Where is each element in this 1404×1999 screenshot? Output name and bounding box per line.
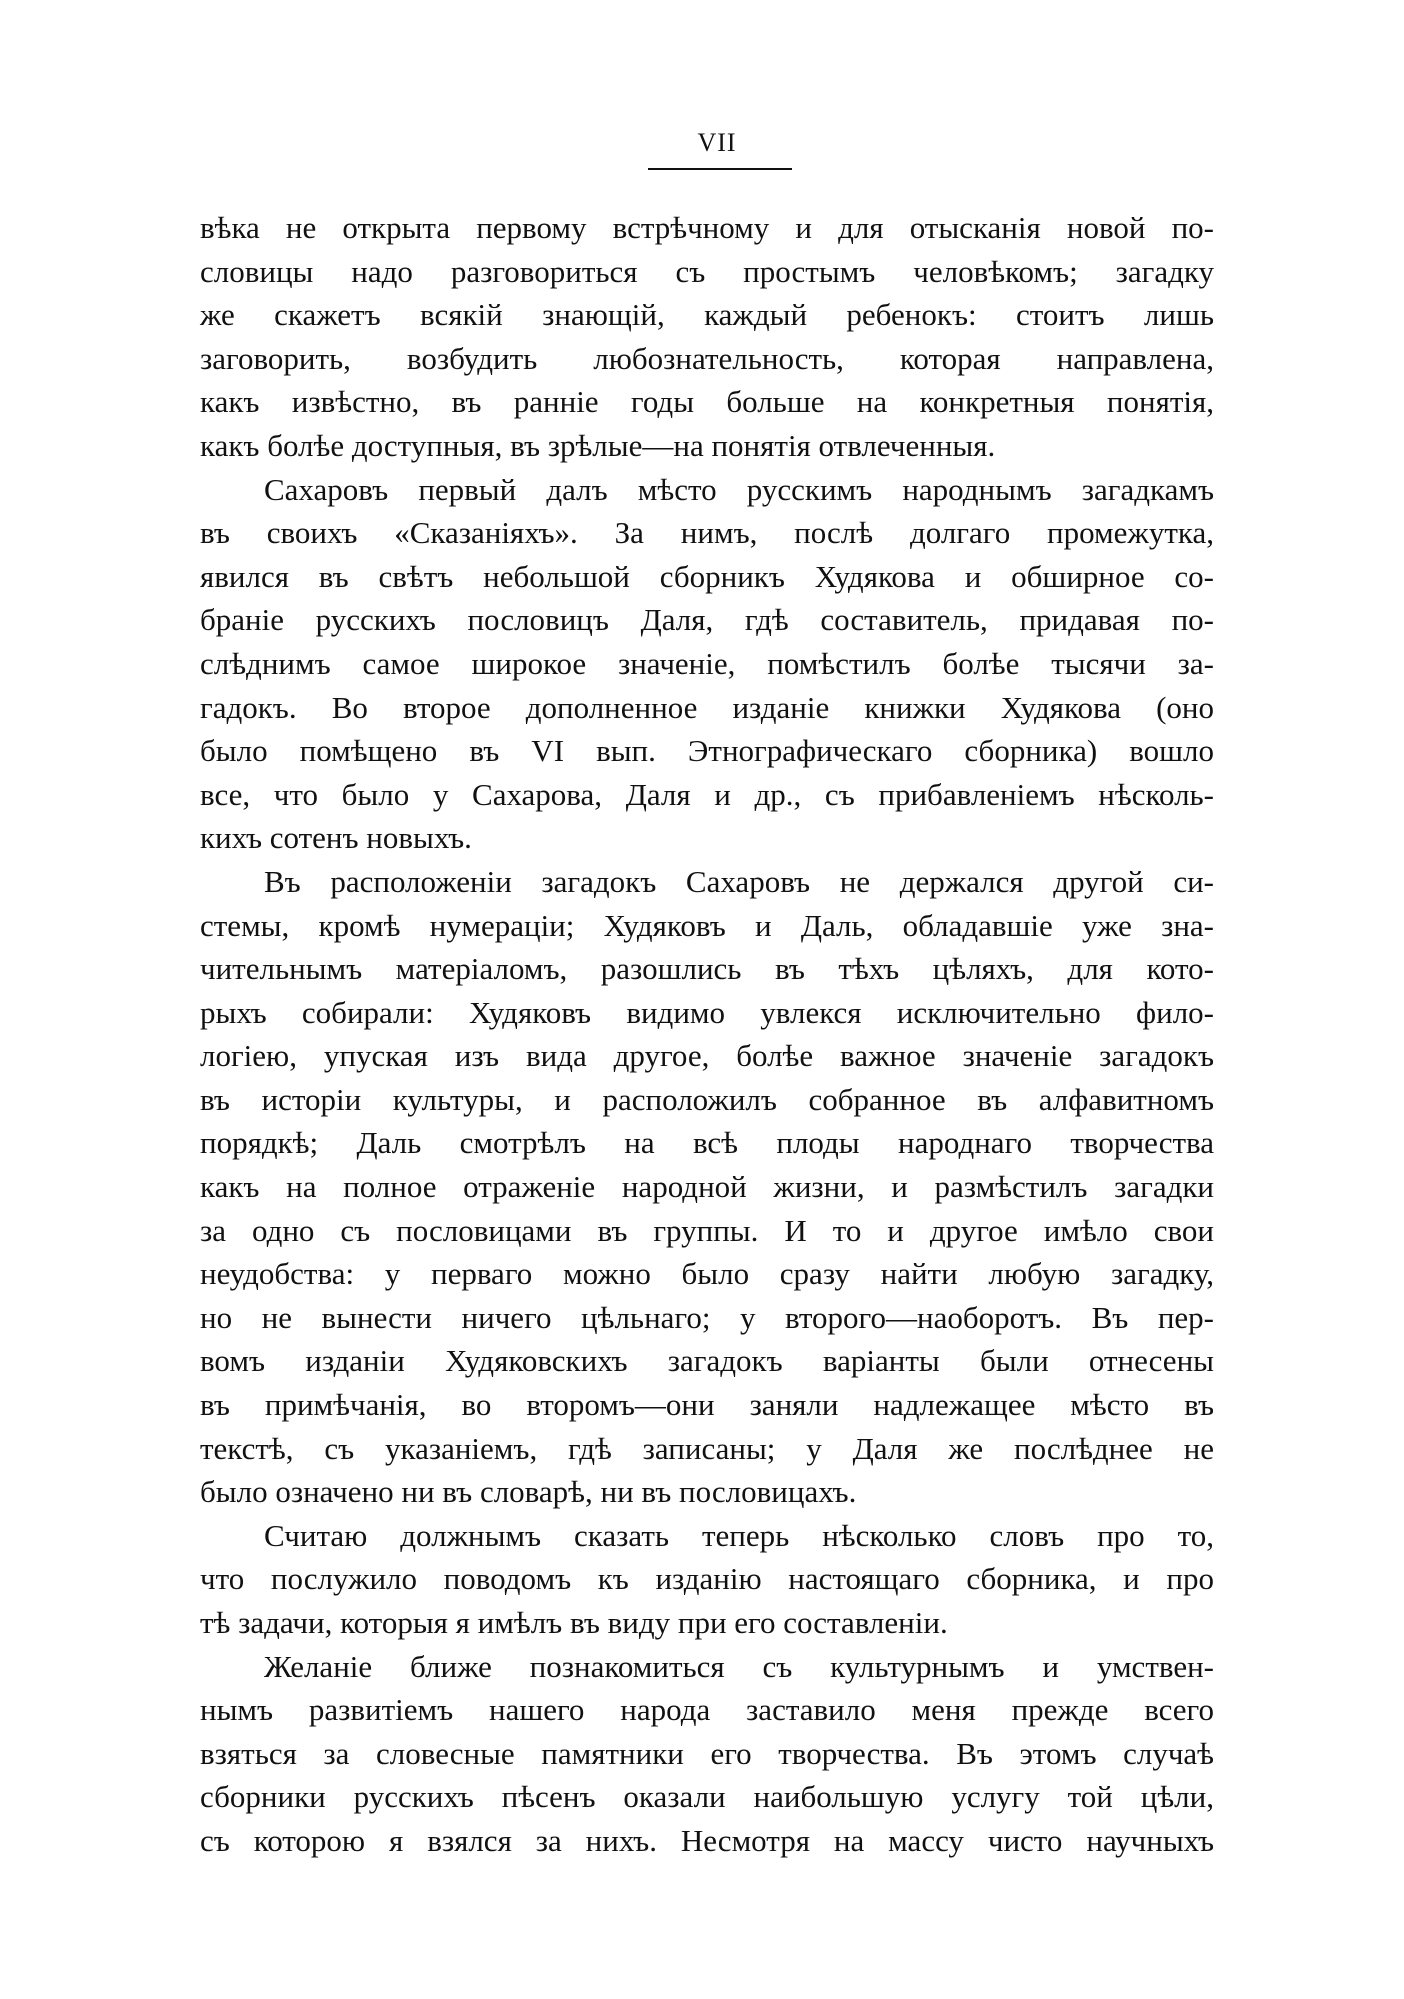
text-line: Въ расположеніи загадокъ Сахаровъ не держался другой си- [264,863,1214,899]
text-line: словицы надо разговориться съ простымъ человѣкомъ; загадку [200,253,1214,289]
body-text [200,206,1214,1863]
text-line: взяться за словесные памятники его творчества. Въ этомъ случаѣ [200,1735,1214,1771]
text-line: Считаю должнымъ сказать теперь нѣсколько словъ про то, [264,1517,1214,1553]
text-line: неудобства: у перваго можно было сразу найти любую загадку, [200,1256,1214,1292]
text-line: какъ извѣстно, въ ранніе годы больше на конкретныя понятія, [200,384,1214,420]
text-line: стемы, кромѣ нумераціи; Худяковъ и Даль, обладавшіе уже зна- [200,907,1214,943]
text-line: съ которою я взялся за нихъ. Несмотря на массу чисто научныхъ [200,1822,1214,1858]
text-line: браніе русскихъ пословицъ Даля, гдѣ составитель, придавая по- [200,602,1214,638]
paragraph [200,206,1214,468]
text-line: что послужило поводомъ къ изданію настоящаго сборника, и про [200,1561,1214,1597]
text-line: въ исторіи культуры, и расположилъ собранное въ алфавитномъ [200,1081,1214,1117]
page-number: VII [697,128,737,157]
text-line: заговорить, возбудить любознательность, которая направлена, [200,340,1214,376]
text-line: за одно съ пословицами въ группы. И то и другое имѣло свои [200,1212,1214,1248]
text-line: въ примѣчанія, во второмъ—они заняли надлежащее мѣсто въ [200,1387,1214,1423]
header-rule [648,168,792,170]
text-line: какъ на полное отраженіе народной жизни, и размѣстилъ загадки [200,1169,1214,1205]
text-line: въ своихъ «Сказаніяхъ». За нимъ, послѣ долгаго промежутка, [200,515,1214,551]
paragraph [200,1514,1214,1645]
text-line: нымъ развитіемъ нашего народа заставило меня прежде всего [200,1692,1214,1728]
text-line: но не вынести ничего цѣльнаго; у второго—наоборотъ. Въ пер- [200,1299,1214,1335]
text-line: сборники русскихъ пѣсенъ оказали наибольшую услугу той цѣли, [200,1779,1214,1815]
text-line: текстѣ, съ указаніемъ, гдѣ записаны; у Даля же послѣднее не [200,1430,1214,1466]
text-line: явился въ свѣтъ небольшой сборникъ Худякова и обширное со- [200,558,1214,594]
text-line: гадокъ. Во второе дополненное изданіе книжки Худякова (оно [200,689,1214,725]
paragraph [200,468,1214,860]
text-line: кихъ сотенъ новыхъ. [200,820,472,856]
text-line: какъ болѣе доступныя, въ зрѣлые—на понятія отвлеченныя. [200,427,996,463]
text-line: логіею, упуская изъ вида другое, болѣе важное значеніе загадокъ [200,1038,1214,1074]
text-line: порядкѣ; Даль смотрѣлъ на всѣ плоды народнаго творчества [200,1125,1214,1161]
text-line: чительнымъ матеріаломъ, разошлись въ тѣхъ цѣляхъ, для кото- [200,951,1214,987]
text-line: слѣднимъ самое широкое значеніе, помѣстилъ болѣе тысячи за- [200,645,1214,681]
text-line: рыхъ собирали: Худяковъ видимо увлекся исключительно фило- [200,994,1214,1030]
text-line: было означено ни въ словарѣ, ни въ пословицахъ. [200,1474,857,1510]
text-line: вомъ изданіи Худяковскихъ загадокъ варіанты были отнесены [200,1343,1214,1379]
text-line: тѣ задачи, которыя я имѣлъ въ виду при его составленіи. [200,1605,948,1640]
paragraph [200,860,1214,1514]
text-line: вѣка не открыта первому встрѣчному и для отысканія новой по- [200,210,1214,245]
text-line: было помѣщено въ VI вып. Этнографическаго сборника) вошло [200,733,1214,769]
text-line: все, что было у Сахарова, Даля и др., съ прибавленіемъ нѣсколь- [200,776,1214,812]
text-line: Желаніе ближе познакомиться съ культурнымъ и умствен- [264,1648,1214,1684]
page-header [0,128,1404,158]
text-line: Сахаровъ первый далъ мѣсто русскимъ народнымъ загадкамъ [264,471,1214,507]
paragraph [200,1645,1214,1863]
text-line: же скажетъ всякій знающій, каждый ребенокъ: стоитъ лишь [200,297,1214,333]
